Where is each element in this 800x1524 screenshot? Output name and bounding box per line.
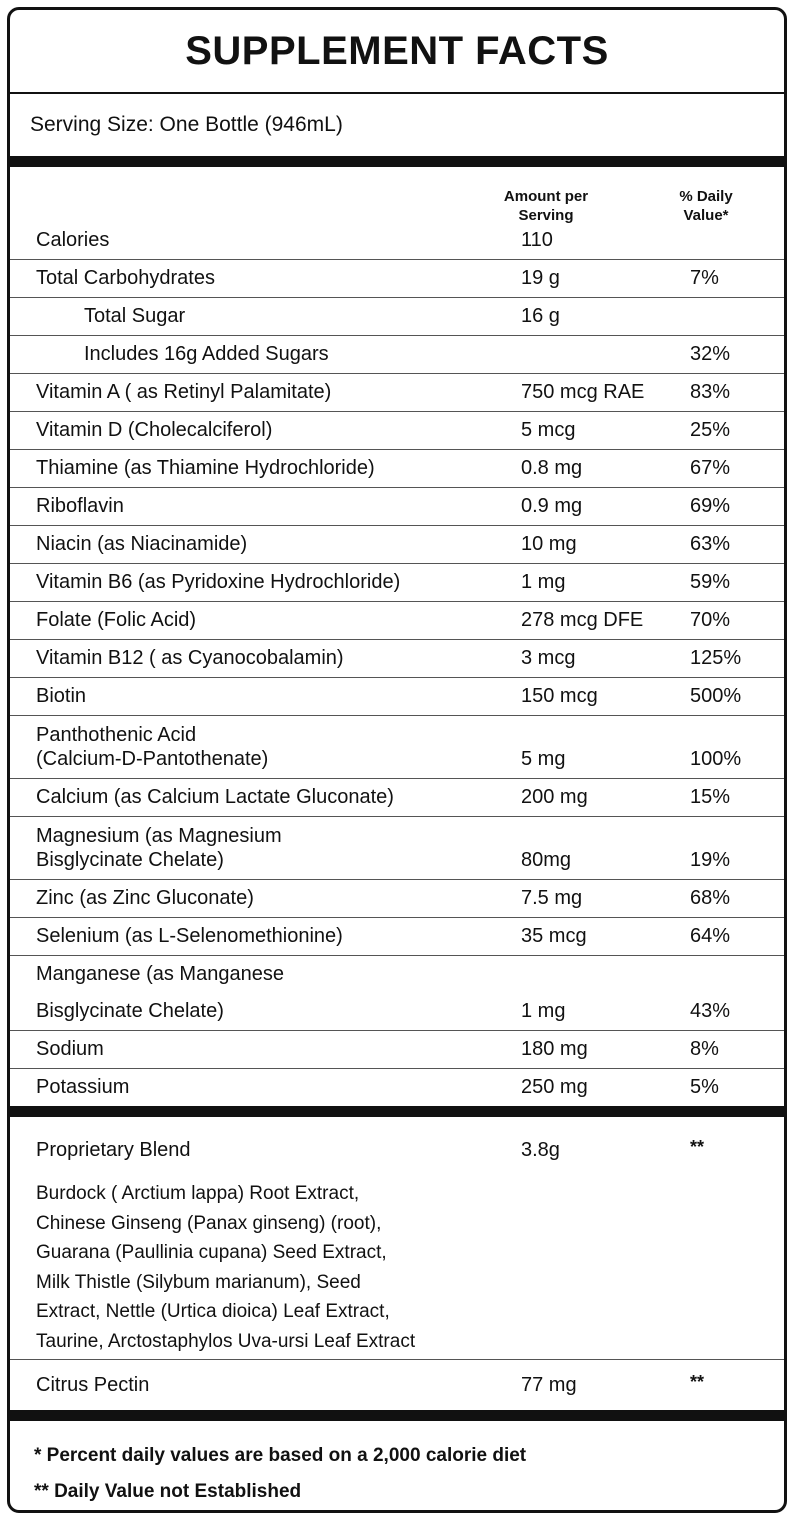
nutrient-name	[36, 924, 343, 948]
nutrient-name	[36, 1037, 104, 1061]
citrus-pectin-row	[10, 1360, 784, 1410]
nutrient-row	[10, 1069, 784, 1106]
nutrient-name	[84, 304, 185, 328]
nutrient-row	[10, 336, 784, 374]
nutrient-amount: 180 mg	[521, 1038, 588, 1060]
nutrient-name	[36, 266, 215, 290]
thick-divider	[10, 156, 784, 167]
nutrient-daily-value: 64%	[690, 925, 731, 947]
nutrient-name-line: Vitamin D (Cholecalciferol)	[36, 419, 273, 441]
footnote-daily-values: * Percent daily values are based on a 2,000 calorie diet	[34, 1445, 527, 1466]
nutrient-name	[36, 380, 331, 404]
blend-name: Proprietary Blend	[36, 1139, 191, 1161]
pectin-daily-value: **	[690, 1372, 705, 1392]
nutrient-amount: 1 mg	[521, 571, 566, 593]
nutrient-row	[10, 374, 784, 412]
nutrient-daily-value: 69%	[690, 495, 731, 517]
nutrient-name	[36, 824, 282, 872]
footnote-not-established: ** Daily Value not Established	[34, 1481, 302, 1502]
nutrient-name-line: Folate (Folic Acid)	[36, 609, 197, 631]
nutrient-table	[10, 260, 784, 1106]
nutrient-name	[36, 456, 375, 480]
blend-ingredient-line: Burdock ( Arctium lappa) Root Extract,	[36, 1183, 360, 1204]
nutrient-row	[10, 817, 784, 880]
blend-ingredient-line: Taurine, Arctostaphylos Uva-ursi Leaf Extract	[36, 1330, 416, 1352]
nutrient-daily-value: 32%	[690, 343, 731, 365]
nutrient-amount: 0.8 mg	[521, 457, 583, 479]
serving-size: Serving Size: One Bottle (946mL)	[30, 113, 343, 136]
nutrient-amount: 10 mg	[521, 533, 577, 555]
calories-label: Calories	[36, 229, 110, 251]
nutrient-name	[36, 999, 224, 1023]
nutrient-name-line: Magnesium (as Magnesium	[36, 825, 282, 847]
nutrient-name-line: Sodium	[36, 1038, 104, 1060]
nutrient-daily-value: 15%	[690, 786, 731, 808]
nutrient-row	[10, 564, 784, 602]
nutrient-amount: 278 mcg DFE	[521, 609, 644, 631]
nutrient-row	[10, 488, 784, 526]
blend-ingredient-line: Guarana (Paullinia cupana) Seed Extract,	[36, 1242, 387, 1264]
nutrient-daily-value: 125%	[690, 647, 742, 669]
nutrient-daily-value: 67%	[690, 457, 731, 479]
nutrient-name-line: Vitamin B6 (as Pyridoxine Hydrochloride)	[36, 571, 401, 593]
nutrient-amount: 3 mcg	[521, 647, 576, 669]
daily-value-column-header: % Daily Value*	[679, 188, 733, 224]
nutrient-amount: 200 mg	[521, 786, 588, 808]
nutrient-name	[36, 785, 394, 809]
supplement-facts-panel	[7, 7, 787, 1513]
nutrient-name	[36, 418, 272, 442]
nutrient-amount: 35 mcg	[521, 925, 587, 947]
nutrient-row	[10, 412, 784, 450]
pectin-name: Citrus Pectin	[36, 1374, 150, 1396]
nutrient-row	[10, 526, 784, 564]
thick-divider	[10, 1410, 784, 1421]
nutrient-name-line: Manganese (as Manganese	[36, 963, 284, 985]
nutrient-row	[10, 298, 784, 336]
nutrient-row	[10, 678, 784, 716]
nutrient-name	[36, 494, 124, 518]
nutrient-name	[36, 723, 268, 771]
blend-daily-value: **	[690, 1137, 705, 1157]
nutrient-daily-value: 63%	[690, 533, 731, 555]
blend-ingredient-line: Milk Thistle (Silybum marianum), Seed	[36, 1271, 361, 1293]
nutrient-name	[36, 962, 284, 986]
calories-row	[10, 229, 784, 260]
nutrient-name-line: (Calcium-D-Pantothenate)	[36, 748, 269, 770]
nutrient-daily-value: 19%	[690, 849, 731, 871]
nutrient-daily-value: 43%	[690, 1000, 731, 1022]
nutrient-daily-value: 100%	[690, 748, 742, 770]
nutrient-name	[36, 886, 254, 910]
nutrient-name-line: Calcium (as Calcium Lactate Gluconate)	[36, 786, 394, 808]
nutrient-name-line: Panthothenic Acid	[36, 724, 197, 746]
nutrient-name	[36, 570, 400, 594]
nutrient-amount: 0.9 mg	[521, 495, 583, 517]
nutrient-amount: 7.5 mg	[521, 887, 583, 909]
nutrient-name	[36, 608, 196, 632]
nutrient-daily-value: 7%	[690, 267, 719, 289]
footnotes	[10, 1421, 784, 1513]
panel-title: SUPPLEMENT FACTS	[10, 10, 784, 94]
nutrient-name-line: Biotin	[36, 685, 87, 707]
nutrient-daily-value: 25%	[690, 419, 731, 441]
nutrient-amount: 80mg	[521, 849, 572, 871]
nutrient-name-line: Vitamin B12 ( as Cyanocobalamin)	[36, 647, 344, 669]
nutrient-daily-value: 59%	[690, 571, 731, 593]
blend-ingredient-line: Extract, Nettle (Urtica dioica) Leaf Extract,	[36, 1301, 390, 1323]
nutrient-row	[10, 450, 784, 488]
nutrient-name-line: Total Sugar	[84, 305, 186, 327]
nutrient-amount: 150 mcg	[521, 685, 598, 707]
nutrient-amount: 750 mcg RAE	[521, 381, 645, 403]
nutrient-name-line: Potassium	[36, 1076, 130, 1098]
nutrient-daily-value: 5%	[690, 1076, 719, 1098]
nutrient-row	[10, 956, 784, 993]
blend-ingredient-line: Chinese Ginseng (Panax ginseng) (root),	[36, 1212, 382, 1234]
nutrient-daily-value: 68%	[690, 887, 731, 909]
pectin-amount: 77 mg	[521, 1374, 577, 1396]
nutrient-daily-value: 83%	[690, 381, 731, 403]
nutrient-name-line: Bisglycinate Chelate)	[36, 1000, 224, 1022]
nutrient-name-line: Bisglycinate Chelate)	[36, 849, 224, 871]
thick-divider	[10, 1106, 784, 1117]
nutrient-daily-value: 500%	[690, 685, 742, 707]
nutrient-name-line: Thiamine (as Thiamine Hydrochloride)	[36, 457, 375, 479]
nutrient-row	[10, 602, 784, 640]
nutrient-name-line: Selenium (as L-Selenomethionine)	[36, 925, 343, 947]
nutrient-daily-value: 8%	[690, 1038, 719, 1060]
nutrient-row	[10, 716, 784, 779]
nutrient-row	[10, 1031, 784, 1069]
nutrient-row	[10, 993, 784, 1031]
proprietary-blend-section	[10, 1117, 784, 1360]
nutrient-name-line: Total Carbohydrates	[36, 267, 215, 289]
nutrient-amount: 1 mg	[521, 1000, 566, 1022]
nutrient-name-line: Includes 16g Added Sugars	[84, 343, 329, 365]
nutrient-name-line: Niacin (as Niacinamide)	[36, 533, 248, 555]
nutrient-name	[36, 1075, 129, 1099]
nutrient-row	[10, 918, 784, 956]
nutrient-amount: 250 mg	[521, 1076, 588, 1098]
nutrient-amount: 5 mg	[521, 748, 566, 770]
nutrient-name-line: Vitamin A ( as Retinyl Palamitate)	[36, 381, 332, 403]
nutrient-name	[36, 684, 86, 708]
nutrient-name	[84, 342, 329, 366]
nutrient-row	[10, 640, 784, 678]
nutrient-name-line: Zinc (as Zinc Gluconate)	[36, 887, 254, 909]
nutrient-daily-value: 70%	[690, 609, 731, 631]
nutrient-name-line: Riboflavin	[36, 495, 124, 517]
nutrient-amount: 16 g	[521, 305, 560, 327]
nutrient-row	[10, 779, 784, 817]
amount-column-header: Amount per Serving	[503, 188, 589, 224]
nutrient-amount: 19 g	[521, 267, 560, 289]
nutrient-row	[10, 880, 784, 918]
calories-amount: 110	[521, 229, 553, 251]
nutrient-name	[36, 532, 247, 556]
blend-ingredients	[36, 1179, 506, 1357]
blend-amount: 3.8g	[521, 1139, 560, 1161]
nutrient-name	[36, 646, 344, 670]
nutrient-amount: 5 mcg	[521, 419, 576, 441]
nutrient-row	[10, 260, 784, 298]
column-headers	[10, 167, 784, 229]
